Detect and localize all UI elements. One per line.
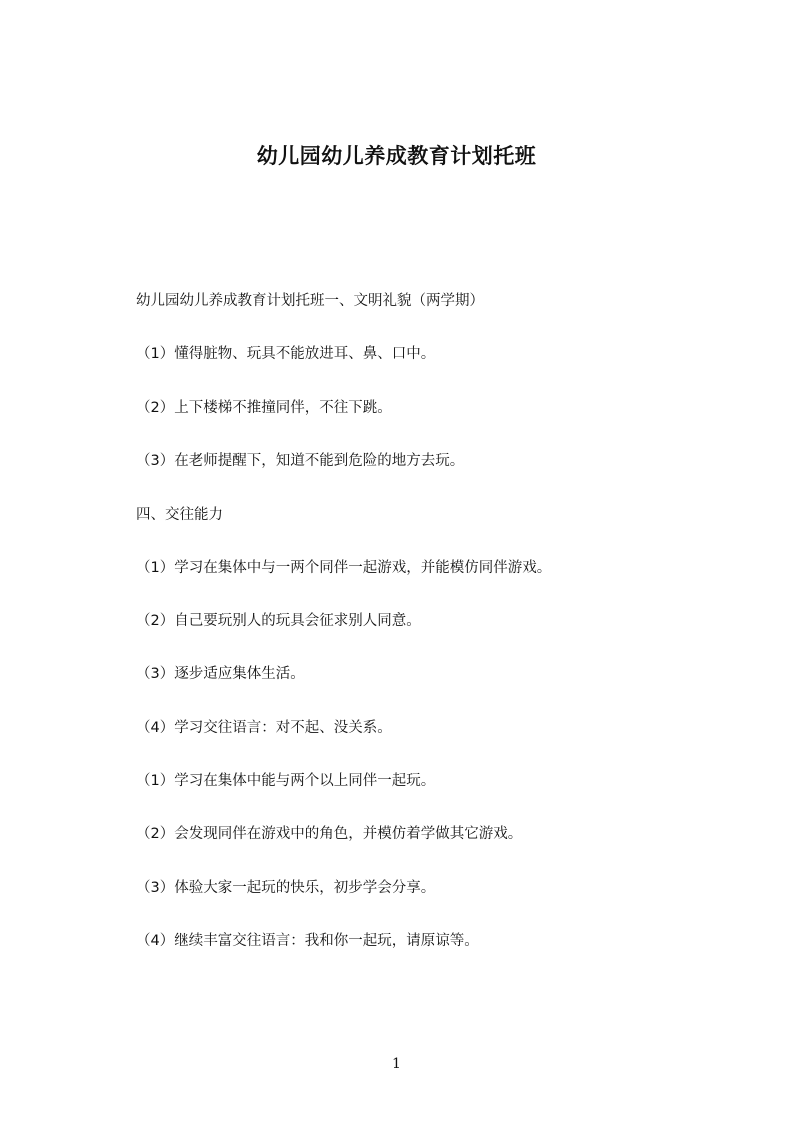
paragraph-item: （2）会发现同伴在游戏中的角色，并模仿着学做其它游戏。 bbox=[136, 826, 523, 842]
paragraph-item: （1）学习在集体中与一两个同伴一起游戏，并能模仿同伴游戏。 bbox=[136, 560, 552, 576]
paragraph-section-heading-4: 四、交往能力 bbox=[136, 507, 223, 523]
paragraph-item: （2）上下楼梯不推撞同伴，不往下跳。 bbox=[136, 400, 392, 416]
paragraph-item: （2）自己要玩别人的玩具会征求别人同意。 bbox=[136, 613, 421, 629]
paragraph-item: （4）学习交往语言：对不起、没关系。 bbox=[136, 720, 392, 736]
paragraph-item: （3）体验大家一起玩的快乐，初步学会分享。 bbox=[136, 880, 436, 896]
paragraph-item: （3）在老师提醒下，知道不能到危险的地方去玩。 bbox=[136, 453, 465, 469]
paragraph-item: （3）逐步适应集体生活。 bbox=[136, 666, 305, 682]
paragraph-item: （1）学习在集体中能与两个以上同伴一起玩。 bbox=[136, 773, 436, 789]
paragraph-item: （1）懂得脏物、玩具不能放进耳、鼻、口中。 bbox=[136, 346, 436, 362]
document-title: 幼儿园幼儿养成教育计划托班 bbox=[256, 144, 537, 168]
paragraph-section-heading-1: 幼儿园幼儿养成教育计划托班一、文明礼貌（两学期） bbox=[136, 293, 484, 309]
paragraph-item: （4）继续丰富交往语言：我和你一起玩，请原谅等。 bbox=[136, 933, 479, 949]
page-number: 1 bbox=[392, 1056, 401, 1072]
